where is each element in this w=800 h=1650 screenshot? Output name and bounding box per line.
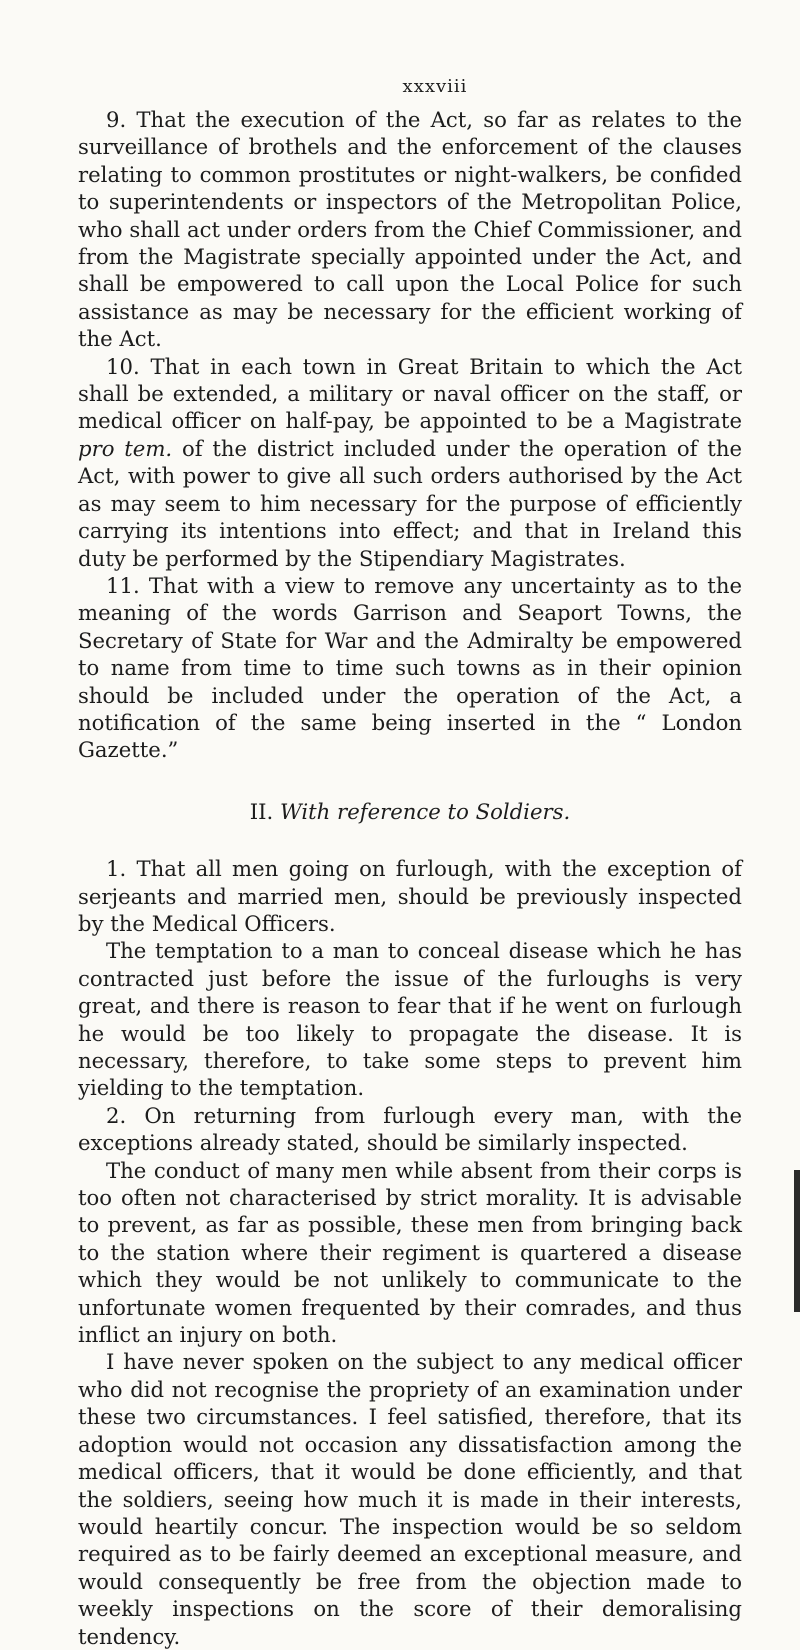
- page-number: xxxviii: [402, 76, 468, 97]
- document-page: [78, 0, 742, 1650]
- soldiers-paragraph-4: The conduct of many men while absent from their corps is too often not characterised by strict morality. It is advisable to prevent, as far as possible, these men from bringing back to the station where their regiment is quartered a disease which they would be not unlikely to communicate to the unfortunate women frequented by their comrades, and thus inflict an injury on both.: [78, 1157, 742, 1348]
- paragraph-9: 9. That the execution of the Act, so far as relates to the surveillance of brothels and the enforcement of the clauses relating to common prostitutes or night-walkers, be confided to superintendents or inspectors of the Metropolitan Police, who shall act under orders from the Chief Commissioner, and from the Magistrate specially appointed under the Act, and shall be empowered to call upon the Local Police for such assistance as may be necessary for the efficient working of the Act.: [78, 107, 742, 352]
- soldiers-paragraph-3: 2. On returning from furlough every man, with the exceptions already stated, should be similarly inspected.: [78, 1102, 742, 1156]
- section-soldiers: [78, 855, 742, 1650]
- paragraph-10: [78, 353, 742, 572]
- soldiers-paragraph-5: I have never spoken on the subject to any medical officer who did not recognise the propriety of an examination under these two circumstances. I feel satisfied, therefore, that its adoption would not occasion any dissatisfaction among the medical officers, that it would be done efficiently, and that the soldiers, seeing how much it is made in their interests, would heartily concur. The inspection would be so seldom required as to be fairly deemed an exceptional measure, and would consequently be free from the objection made to weekly inspections on the score of their demoralising tendency.: [78, 1349, 742, 1649]
- paragraph-10-text-start: 10. That in each town in Great Britain to which the Act shall be extended, a military or naval officer on the staff, or medical officer on half-pay, be appointed to be a Magistrate: [78, 353, 742, 434]
- paragraph-10-text-end: of the district included under the operation of the Act, with power to give all such orders authorised by the Act as may seem to him necessary for the purpose of efficiently carrying its intentions into effect; and that in Ireland this duty be performed by the Stipendiary Magistrates.: [78, 435, 743, 571]
- paragraph-10-italic-phrase: pro tem.: [78, 435, 173, 461]
- section-heading-title: With reference to Soldiers.: [279, 798, 571, 824]
- paragraph-11: 11. That with a view to remove any uncertainty as to the meaning of the words Garrison and Seaport Towns, the Secretary of State for War and the Admiralty be empowered to name from time to time such towns as in their opinion should be included under the operation of the Act, a notification of the same being inserted in the “ London Gazette.”: [78, 572, 742, 763]
- soldiers-paragraph-1: 1. That all men going on furlough, with the exception of serjeants and married men, should be previously inspected by the Medical Officers.: [78, 856, 742, 936]
- soldiers-paragraph-2: The temptation to a man to conceal disease which he has contracted just before the issue of the furloughs is very great, and there is reason to fear that if he went on furlough he would be too likely to propagate the disease. It is necessary, therefore, to take some steps to prevent him yielding to the temptation.: [78, 938, 742, 1101]
- section-general-recommendations: [78, 106, 742, 764]
- section-heading-numeral: II.: [249, 798, 274, 824]
- section-heading: [78, 798, 742, 825]
- page-edge-mark: [794, 1170, 800, 1312]
